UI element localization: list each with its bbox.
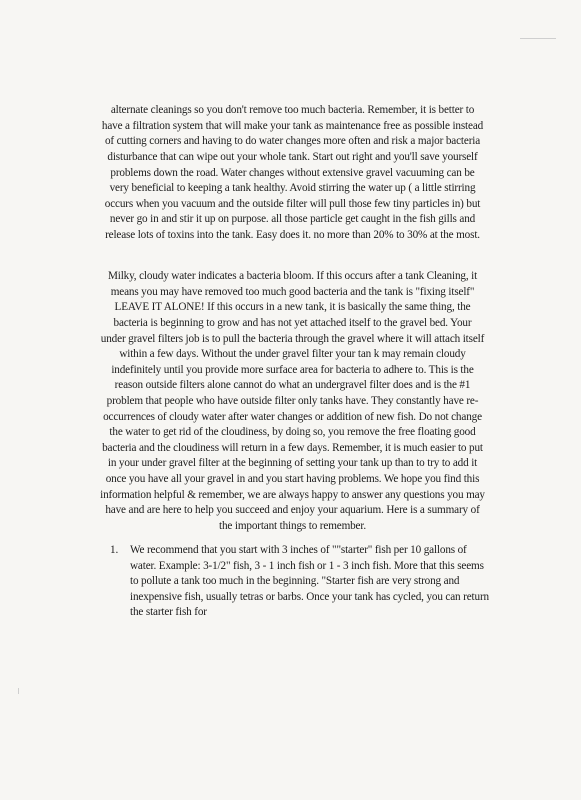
scan-mark-top-right (520, 38, 556, 39)
paragraph-cloudy-water: Milky, cloudy water indicates a bacteria bloom. If this occurs after a tank Cleaning, it means you may have removed too much good bacteria and the tank is "fixing itself" LEAVE IT ALONE! If this occurs in a new tank, it is basically the same thing, the bacteria is beginning to grow and has not yet attached itself to the gravel bed. Your under gravel filters job is to pull the bacteria through the gravel where it will attach itself within a few days. Without the under gravel filter your tan k may remain cloudy indefinitely until you provide more surface area for bacteria to adhere to. This is the reason outside filters alone cannot do what an undergravel filter does and is the #1 problem that people who have outside filter only tanks have. They constantly have re-occurrences of cloudy water after water changes or addition of new fish. Do not change the water to get rid of the cloudiness, by doing so, you remove the free floating good bacteria and the cloudiness will return in a few days. Remember, it is much easier to put in your under gravel filter at the beginning of setting your tank up than to try to add it once you have all your gravel in and you start having problems. We hope you find this information helpful & remember, we are always happy to answer any questions you may have and are here to help you succeed and enjoy your aquarium. Here is a summary of the important things to remember. (100, 270, 485, 532)
list-item-text: We recommend that you start with 3 inches of ""starter" fish per 10 gallons of water. Example: 3-1/2" fish, 3 - 1 inch fish or 1 - 3 inch fish. More that this seems to pollute a tank too much in the beginning. "Starter fish are very strong and inexpensive fish, usually tetras or barbs. Once your tank has cycled, you can return the starter fish for (130, 544, 489, 619)
scan-mark-left (18, 688, 19, 694)
list-item-number: 1. (110, 544, 119, 556)
paragraph-filtration: alternate cleanings so you don't remove too much bacteria. Remember, it is better to have a filtration system that will make your tank as maintenance free as possible instead of cutting corners and having to do water changes more often and risk a major bacteria disturbance that can wipe out your whole tank. Start out right and you'll save yourself problems down the road. Water changes without extensive gravel vacuuming can be very beneficial to keeping a tank healthy. Avoid stirring the water up ( a little stirring occurs when you vacuum and the outside filter will pull those few tiny particles in) but never go in and stir it up on purpose. all those particle get caught in the fish gills and release lots of toxins into the tank. Easy does it. no more than 20% to 30% at the most. (101, 104, 484, 241)
